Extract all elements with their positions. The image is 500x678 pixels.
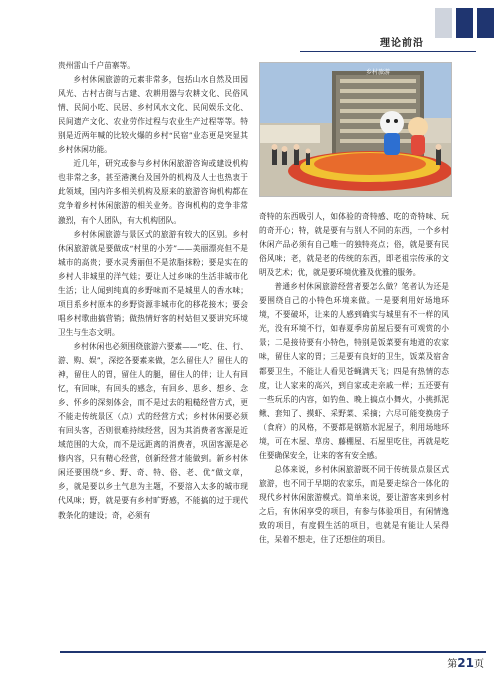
page-number-value: 21 [457, 656, 474, 670]
deco-square-dark [477, 8, 494, 38]
page-suffix: 页 [474, 659, 484, 670]
paragraph: 贵州雷山千户苗寨等。 [58, 61, 135, 70]
header-decoration [435, 8, 494, 38]
footer-rule [60, 651, 486, 653]
article-photo [259, 62, 452, 197]
paragraph: 普通乡村休闲旅游经营者要怎么做？笔者认为还是要围绕自己的小特色环境来做。一是要利用好场地环境，不要破坏，让来的人感到确实与城里有不一样的风光，没有环境不行，如春夏季房前屋后要有可观赏的小景；二是接待要有小特色，特别是饭菜要有地道的农家味，留住人家的胃；三是要有良好的卫生，饭菜及宿舍都要卫生，不能让人看见苍蝇满天飞；四是有热情的态度，让人家来的高兴，到自家或走亲戚一样；五还要有一些玩乐的内容，如钓鱼、晚上搞点小舞火，小挑抓泥鳅、套知了、摸虾、采野菜、采摘；六尽可能变换房子（食府）的风格，不要都是钢筋水泥屋子，利用场地环境，可在木屋、草房、藤棚屋、石屋里吃住，再就是吃住要确保安全，让来的客有安全感。 [259, 282, 449, 460]
paragraph: 总体来说，乡村休闲旅游既不同于传统景点景区式旅游，也不同于早期的农家乐，而是要走综合一体化的现代乡村休闲旅游模式。简单来说，要让游客来到乡村之后，有休闲享受的项目，有参与体验项目，有闲情逸致的项目，有度假生活的项目，也就是有能让人呆得住，呆着不想走，住了还想住的项目。 [259, 464, 449, 545]
photo-sign-text: 乡村旅游 [365, 69, 391, 76]
page-number [447, 655, 484, 670]
paragraph: 乡村休闲旅游的元素非常多，包括山水自然及田园风光、古村古街与古建、农耕用器与农耕文化、民俗风情、民间小吃、民居、乡村风水文化、民间娱乐文化、民间遗产文化、农业劳作过程与农业生产过程等等。特别是近两年喊的比较火爆的乡村“民宿”业态更是突显其乡村休闲功能。 [58, 75, 248, 155]
left-column [58, 59, 248, 523]
page-prefix: 第 [447, 659, 458, 670]
section-title: 理论前沿 [380, 38, 424, 49]
paragraph: 近几年，研究或参与乡村休闲旅游咨询或建设机构也非常之多，甚至港澳台及国外的机构及人士也热衷于此领域，国内许多相关机构及原来的旅游咨询机构都在竞争着乡村休闲旅游的相关业务。咨询机构的竞争非常激烈，有个人团队，有大机构团队。 [58, 159, 248, 225]
paragraph: 乡村休闲旅游与景区式的旅游有较大的区别。乡村休闲旅游就是要做成“村里的小芳”——美丽漂亮但不是城市的高贵；要水灵秀丽但不是浓脂抹粉；要是实在的乡村人非城里的洋气娃；要让人过乡味的生活非城市化生活；让人闻到纯真的乡野味而不是城里人的香水味；项目系乡村原本的乡野资源非城市化的移花接木；要会唱乡村歌曲搞营销；做热情好客的村姑但又要讲究环境卫生与生态文明。 [58, 229, 248, 337]
deco-square-dark [456, 8, 473, 38]
right-column [259, 210, 449, 547]
paragraph: 奇特的东西吸引人，如体验的奇特感、吃的奇特味、玩的奇开心；特，就是要有与别人不同的东西，一个乡村休闲产品必须有自己唯一的独特亮点；俗，就是要有民俗风味；老，就是老的传统的东西，即老祖宗传承的文明及艺术；优，就是要环境优雅及优雅的服务。 [259, 212, 449, 278]
paragraph: 乡村休闲也必须围绕旅游六要素——“吃、住、行、游、购、娱”，深挖各要素来做，怎么留住人？留住人的神，留住人的胃，留住人的腿，留住人的伴；让人有回忆，有回味，有回头的感念，有回乡、思乡、想乡、念乡、怀乡的深刻体会，而不是过去的粗糙经营方式，更不能走传统景区（点）式的经营方式；乡村休闲要必须有回头客，否则很难持续经营，因为其消费者客源是近域范围的大众，而不是远距离的消费者，巩固客源是必修内容，只有精心经营，创新经营才能做到。新乡村休闲还要围绕“乡、野、奇、特、俗、老、优”做文章，乡，就是要以乡土气息为主题，不要溶入太多的城市现代风味；野，就是要有乡村旷野感，不能搞的过于现代教条化的建设；奇，必须有 [58, 341, 248, 520]
header-rule [300, 51, 476, 52]
